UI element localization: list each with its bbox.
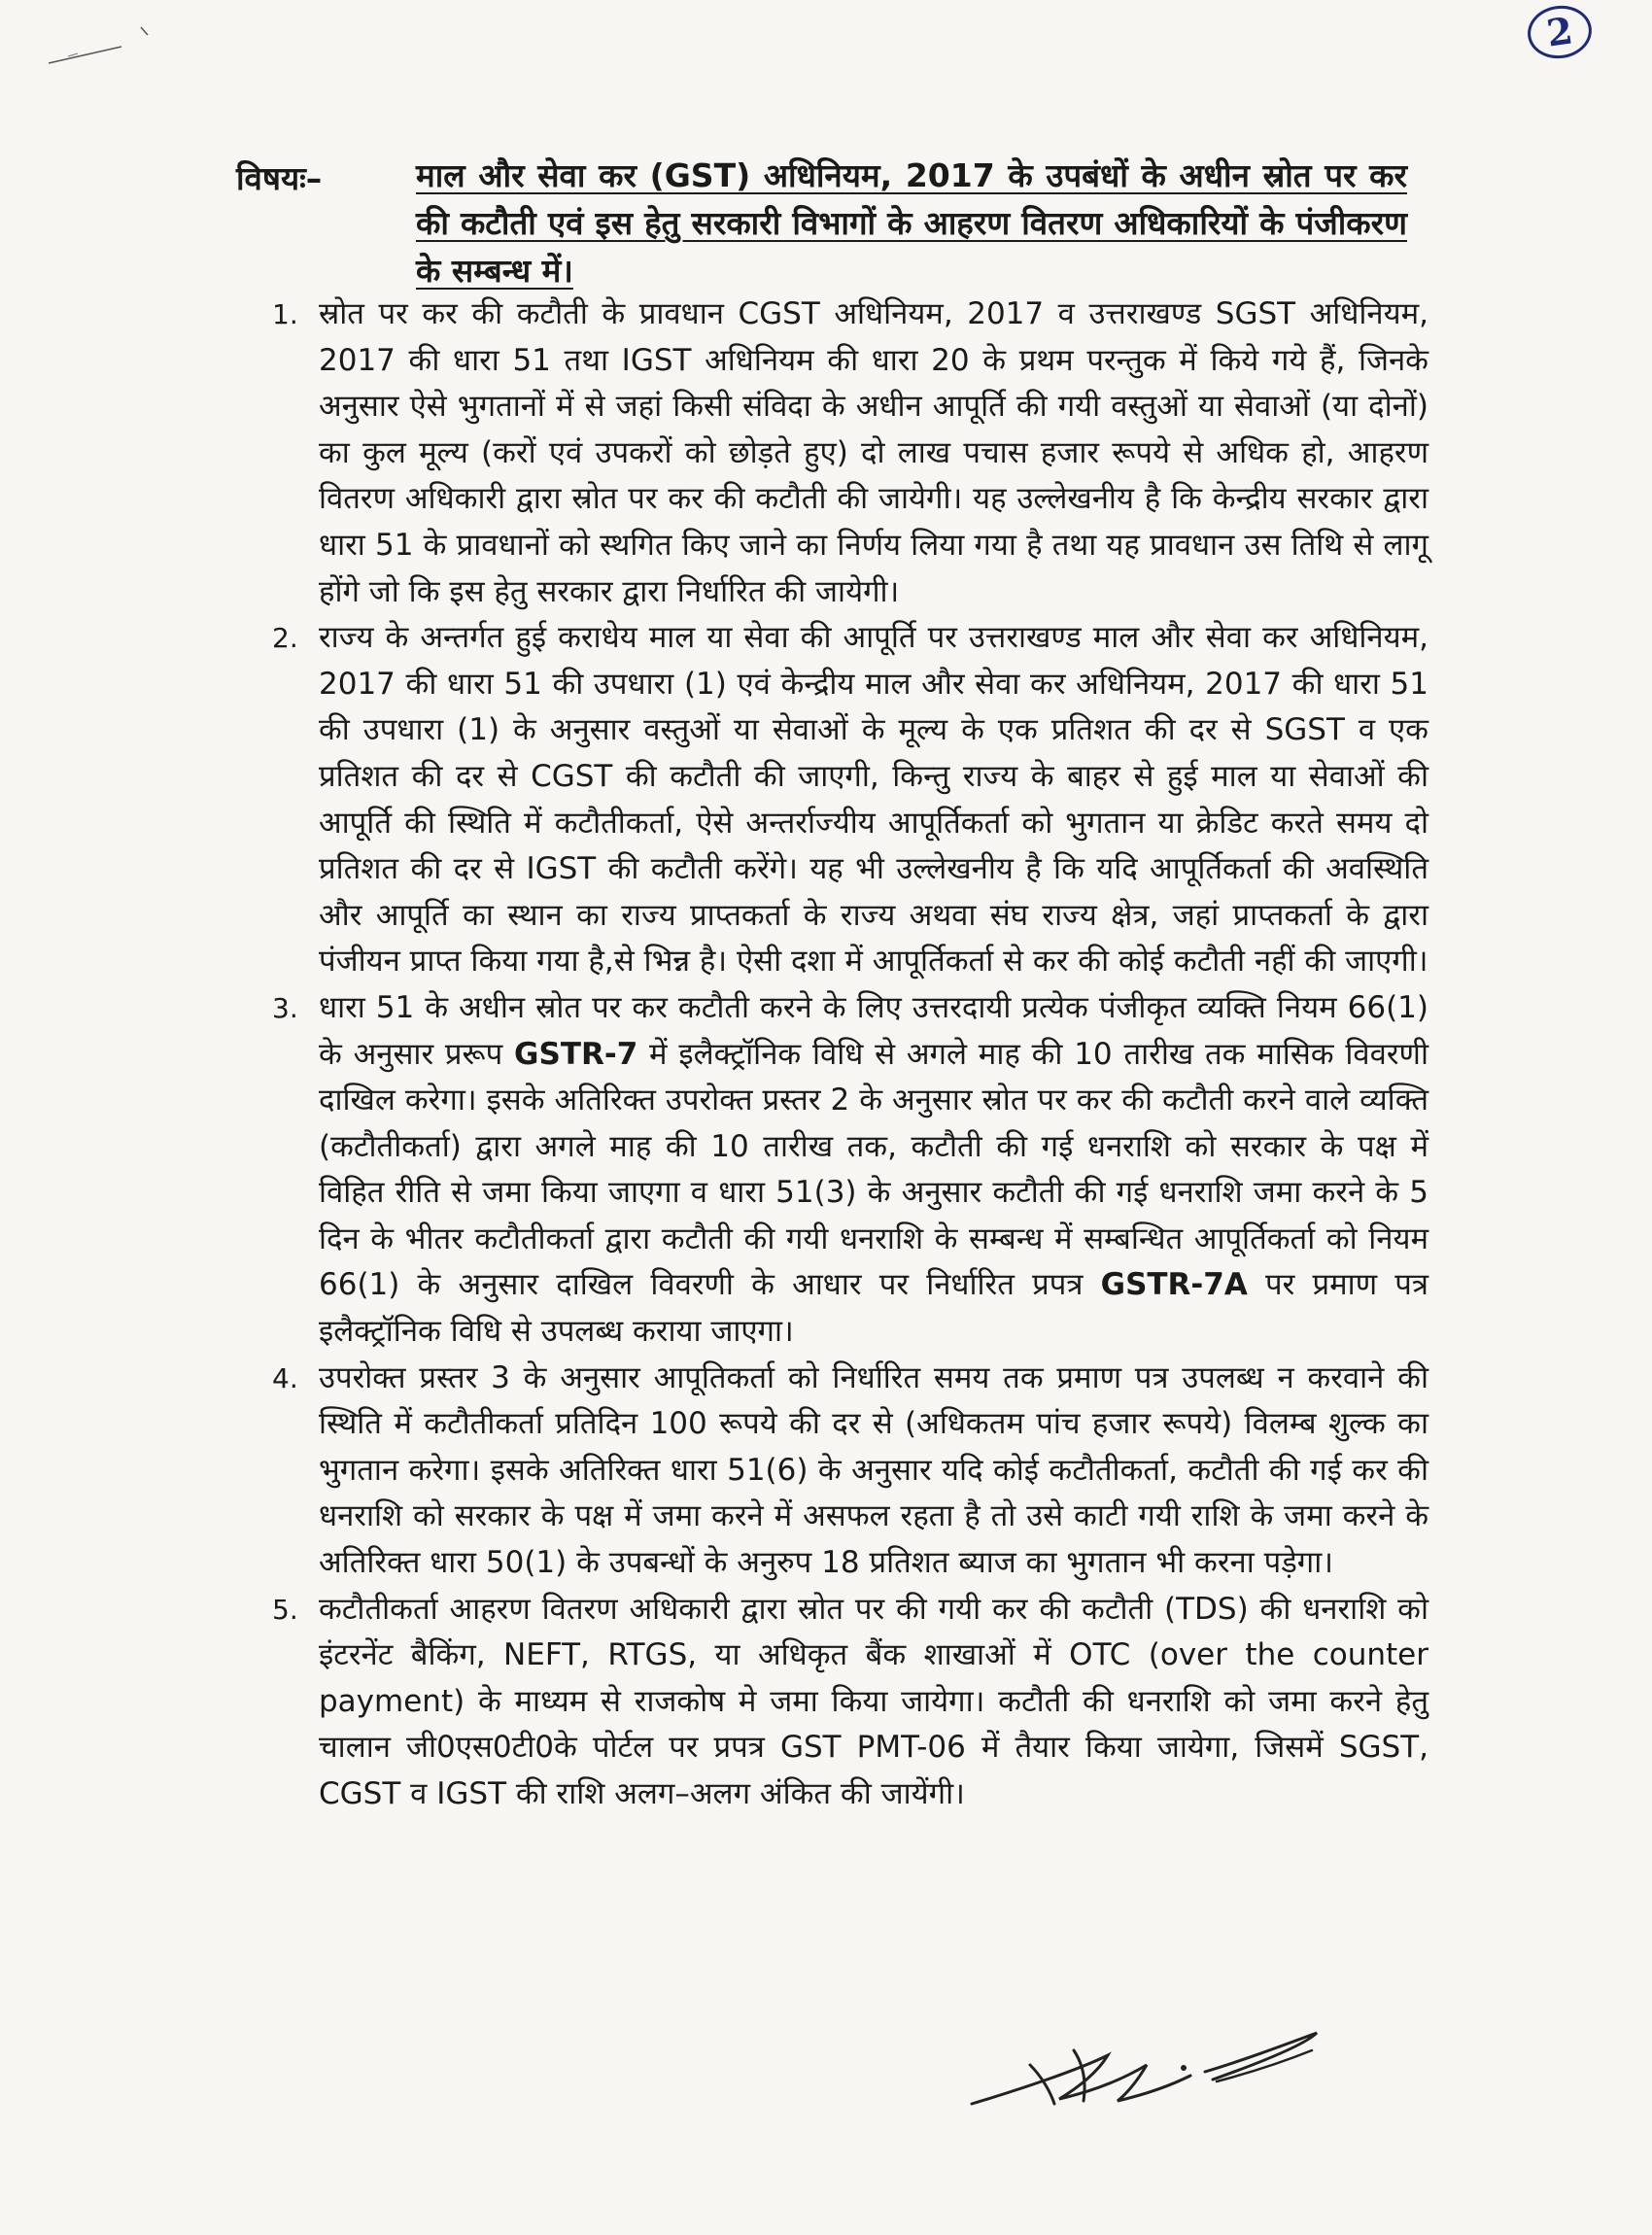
handwritten-signature <box>962 2012 1331 2118</box>
page-number: 2 <box>1543 8 1576 55</box>
point-number: 1. <box>272 298 298 330</box>
point-text-part: में इलैक्ट्रॉनिक विधि से अगले माह की 10 तारीख तक मासिक विवरणी दाखिल करेगा। इसके अतिरिक्त उपरोक्त प्रस्तर 2 के अनुसार स्रोत पर कर की कटौती करने वाले व्यक्ति (कटौतीकर्ता) द्वारा अगले माह की 10 तारीख तक, कटौती की गई धनराशि को सरकार के पक्ष में विहित रीति से जमा किया जाएगा व धारा 51(3) के अनुसार कटौती की गई धनराशि जमा करने के 5 दिन के भीतर कटौतीकर्ता द्वारा कटौती की गयी धनराशि के सम्बन्ध में सम्बन्धित आपूर्तिकर्ता को नियम 66(1) के अनुसार दाखिल विवरणी के आधार पर निर्धारित प्रपत्र <box>319 1036 1429 1303</box>
form-name-gstr-7: GSTR-7 <box>514 1036 638 1072</box>
point-3 <box>272 985 1428 1356</box>
page-number-circle <box>1525 2 1596 63</box>
subject-heading <box>416 152 1407 294</box>
point-text-part: पर प्रमाण पत्र इलैक्ट्रॉनिक विधि से उपलब्ध कराया जाएगा। <box>319 1267 1428 1350</box>
corner-marks <box>39 19 175 117</box>
point-2 <box>272 615 1428 985</box>
point-text: स्रोत पर कर की कटौती के प्रावधान CGST अधिनियम, 2017 व उत्तराखण्ड SGST अधिनियम, 2017 की धारा 51 तथा IGST अधिनियम की धारा 20 के प्रथम परन्तुक में किये गये हैं, जिनके अनुसार ऐसे भुगतानों में से जहां किसी संविदा के अधीन आपूर्ति की गयी वस्तुओं या सेवाओं (या दोनों) का कुल मूल्य (करों एवं उपकरों को छोड़ते हुए) दो लाख पचास हजार रूपये से अधिक हो, आहरण वितरण अधिकारी द्वारा स्रोत पर कर की कटौती की जायेगी। यह उल्लेखनीय है कि केन्द्रीय सरकार द्वारा धारा 51 के प्रावधानों को स्थगित किए जाने का निर्णय लिया गया है तथा यह प्रावधान उस तिथि से लागू होंगे जो कि इस हेतु सरकार द्वारा निर्धारित की जायेगी। <box>319 296 1428 609</box>
point-number: 3. <box>272 991 298 1024</box>
form-name-gstr-7a: GSTR-7A <box>1100 1267 1248 1303</box>
numbered-points <box>272 292 1428 1818</box>
point-text-part: धारा 51 के अधीन स्रोत पर कर कटौती करने के लिए उत्तरदायी प्रत्येक पंजीकृत व्यक्ति नियम 66(1) के अनुसार प्ररूप <box>319 989 1428 1072</box>
subject-label: विषयः– <box>236 159 323 197</box>
point-5 <box>272 1587 1428 1818</box>
point-number: 4. <box>272 1361 298 1394</box>
point-number: 5. <box>272 1593 298 1626</box>
point-text: राज्य के अन्तर्गत हुई कराधेय माल या सेवा की आपूर्ति पर उत्तराखण्ड माल और सेवा कर अधिनियम, 2017 की धारा 51 की उपधारा (1) एवं केन्द्रीय माल और सेवा कर अधिनियम, 2017 की धारा 51 की उपधारा (1) के अनुसार वस्तुओं या सेवाओं के मूल्य के एक प्रतिशत की दर से SGST व एक प्रतिशत की दर से CGST की कटौती की जाएगी, किन्तु राज्य के बाहर से हुई माल या सेवाओं की आपूर्ति की स्थिति में कटौतीकर्ता, ऐसे अन्तर्राज्यीय आपूर्तिकर्ता को भुगतान या क्रेडिट करते समय दो प्रतिशत की दर से IGST की कटौती करेंगे। यह भी उल्लेखनीय है कि यदि आपूर्तिकर्ता की अवस्थिति और आपूर्ति का स्थान का राज्य प्राप्तकर्ता के राज्य अथवा संघ राज्य क्षेत्र, जहां प्राप्तकर्ता के द्वारा पंजीयन प्राप्त किया गया है,से भिन्न है। ऐसी दशा में आपूर्तिकर्ता से कर की कोई कटौती नहीं की जाएगी। <box>319 620 1428 980</box>
point-4 <box>272 1356 1428 1587</box>
point-1 <box>272 292 1428 615</box>
subject-text: माल और सेवा कर (GST) अधिनियम, 2017 के उपबंधों के अधीन स्रोत पर कर की कटौती एवं इस हेतु सरकारी विभागों के आहरण वितरण अधिकारियों के पंजीकरण के सम्बन्ध में। <box>416 156 1407 290</box>
point-number: 2. <box>272 622 298 655</box>
point-text: कटौतीकर्ता आहरण वितरण अधिकारी द्वारा स्रोत पर की गयी कर की कटौती (TDS) की धनराशि को इंटरनेंट बैकिंग, NEFT, RTGS, या अधिकृत बैंक शाखाओं में OTC (over the counter payment) के माध्यम से राजकोष मे जमा किया जायेगा। कटौती की धनराशि को जमा करने हेतु चालान जी0एस0टी0के पोर्टल पर प्रपत्र GST PMT-06 में तैयार किया जायेगा, जिसमें SGST, CGST व IGST की राशि अलग–अलग अंकित की जायेंगी। <box>319 1591 1428 1811</box>
point-text: उपरोक्त प्रस्तर 3 के अनुसार आपूतिकर्ता को निर्धारित समय तक प्रमाण पत्र उपलब्ध न करवाने की स्थिति में कटौतीकर्ता प्रतिदिन 100 रूपये की दर से (अधिकतम पांच हजार रूपये) विलम्ब शुल्क का भुगतान करेगा। इसके अतिरिक्त धारा 51(6) के अनुसार यदि कोई कटौतीकर्ता, कटौती की गई कर की धनराशि को सरकार के पक्ष में जमा करने में असफल रहता है तो उसे काटी गयी राशि के जमा करने के अतिरिक्त धारा 50(1) के उपबन्धों के अनुरुप 18 प्रतिशत ब्याज का भुगतान भी करना पड़ेगा। <box>319 1359 1428 1581</box>
